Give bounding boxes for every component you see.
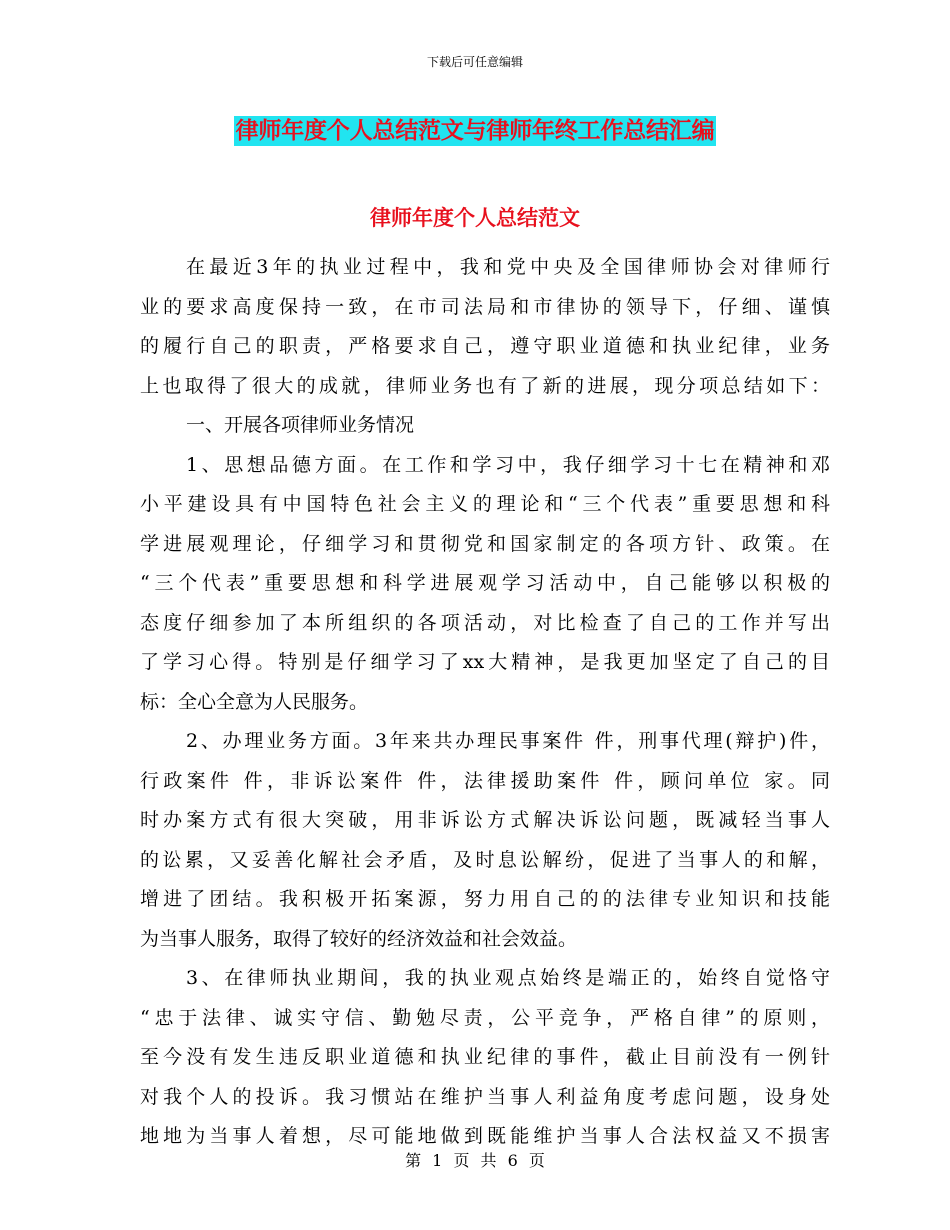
- text-line: “三个代表”重要思想和科学进展观学习活动中，自己能够以积极的: [140, 572, 830, 594]
- text-line: 对我个人的投诉。我习惯站在维护当事人利益角度考虑问题，设身处: [140, 1085, 830, 1108]
- text-line: 小平建设具有中国特色社会主义的理论和“三个代表”重要思想和科: [140, 493, 830, 515]
- text-line: 的讼累，又妥善化解社会矛盾，及时息讼解纷，促进了当事人的和解，: [140, 848, 830, 871]
- text-line: “忠于法律、诚实守信、勤勉尽责，公平竞争，严格自律”的原则，: [140, 1006, 830, 1029]
- text-line: 增进了团结。我积极开拓案源，努力用自己的的法律专业知识和技能: [140, 888, 830, 910]
- text-line: 了学习心得。特别是仔细学习了xx大精神，是我更加坚定了自己的目: [140, 651, 830, 673]
- main-title: 律师年度个人总结范文与律师年终工作总结汇编: [235, 118, 715, 144]
- text-line: 行政案件 件，非诉讼案件 件，法律援助案件 件，顾问单位 家。同: [140, 769, 830, 792]
- body-text: [140, 248, 830, 1157]
- text-line: 3、在律师执业期间，我的执业观点始终是端正的，始终自觉恪守: [186, 967, 830, 989]
- text-line: 至今没有发生违反职业道德和执业纪律的事件，截止目前没有一例针: [140, 1046, 830, 1068]
- text-line: 1、思想品德方面。在工作和学习中，我仔细学习十七在精神和邓: [186, 453, 830, 476]
- text-line: 在最近3年的执业过程中，我和党中央及全国律师协会对律师行: [186, 256, 830, 278]
- text-line: 地地为当事人着想，尽可能地做到既能维护当事人合法权益又不损害: [140, 1125, 830, 1147]
- text-line: 2、办理业务方面。3年来共办理民事案件 件，刑事代理(辩护)件，: [186, 730, 830, 752]
- text-line: 态度仔细参加了本所组织的各项活动，对比检查了自己的工作并写出: [140, 611, 830, 634]
- text-line: 学进展观理论，仔细学习和贯彻党和国家制定的各项方针、政策。在: [140, 532, 830, 555]
- text-line: 上也取得了很大的成就，律师业务也有了新的进展，现分项总结如下：: [140, 374, 830, 397]
- text-line: 时办案方式有很大突破，用非诉讼方式解决诉讼问题，既减轻当事人: [140, 809, 830, 831]
- section-title: 律师年度个人总结范文: [370, 206, 580, 230]
- text-line: 的履行自己的职责，严格要求自己，遵守职业道德和执业纪律，业务: [140, 335, 830, 357]
- header-note: 下载后可任意编辑: [426, 55, 523, 69]
- text-line: 标：全心全意为人民服务。: [140, 690, 369, 713]
- section-heading: 一、开展各项律师业务情况: [186, 414, 415, 436]
- page-footer: 第 1 页 共 6 页: [405, 1151, 545, 1170]
- text-line: 业的要求高度保持一致，在市司法局和市律协的领导下，仔细、谨慎: [140, 295, 830, 318]
- text-line: 为当事人服务，取得了较好的经济效益和社会效益。: [140, 927, 578, 950]
- main-title-container: [0, 116, 950, 146]
